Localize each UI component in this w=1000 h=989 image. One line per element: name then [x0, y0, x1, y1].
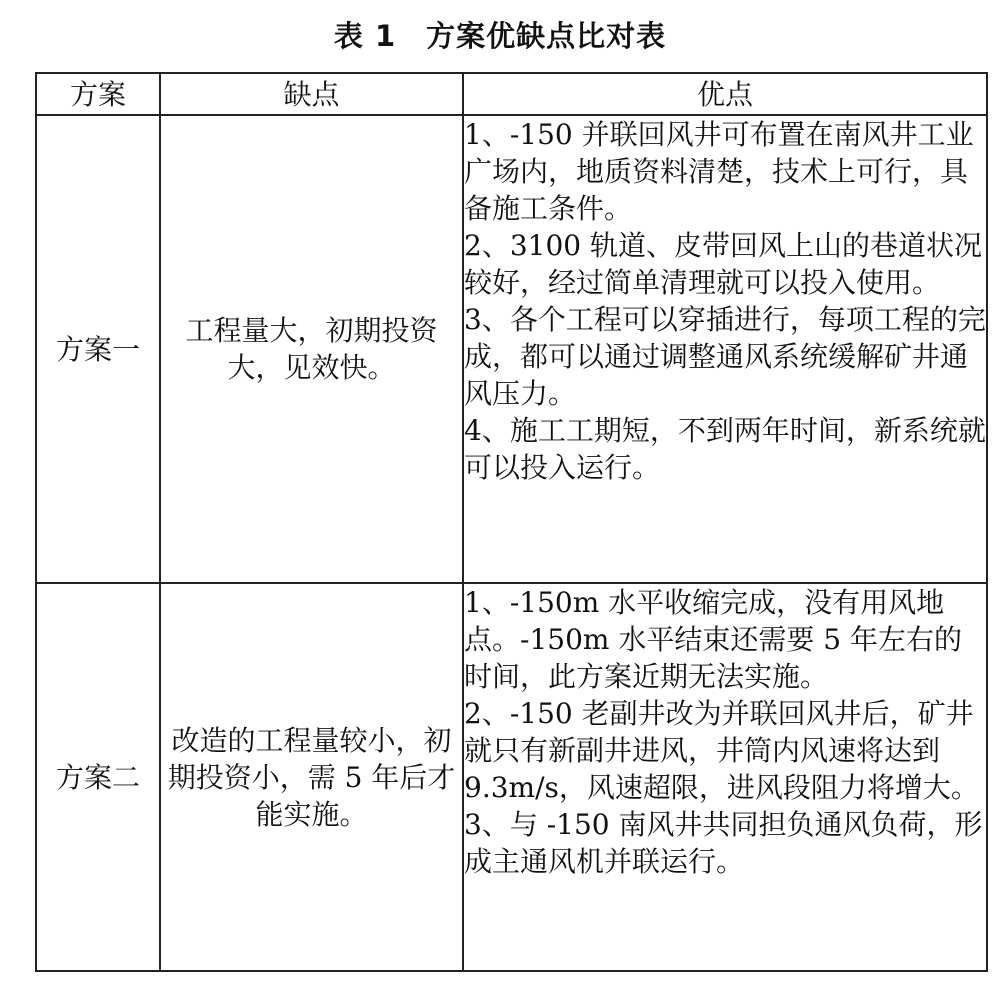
- cons-cell: 工程量大，初期投资大，见效快。: [160, 115, 463, 583]
- table-row: [36, 583, 987, 971]
- pro-item: 2、-150 老副井改为并联回风井后，矿井就只有新副井进风，井筒内风速将达到 9.3m/s，风速超限，进风段阻力将增大。: [464, 697, 979, 804]
- scheme-name: 方案一: [36, 115, 160, 583]
- pro-item: 2、3100 轨道、皮带回风上山的巷道状况较好，经过简单清理就可以投入使用。: [464, 229, 982, 299]
- pro-item: 1、-150m 水平收缩完成，没有用风地点。-150m 水平结束还需要 5 年左右的时间，此方案近期无法实施。: [464, 586, 962, 693]
- pro-item: 3、各个工程可以穿插进行，每项工程的完成，都可以通过调整通风系统缓解矿井通风压力。: [464, 303, 986, 410]
- pro-item: 1、-150 并联回风井可布置在南风井工业广场内，地质资料清楚，技术上可行，具备施工条件。: [464, 118, 974, 225]
- pro-item: 4、施工工期短，不到两年时间，新系统就可以投入运行。: [464, 414, 986, 484]
- scheme-name: 方案二: [36, 583, 160, 971]
- header-row: [36, 73, 987, 115]
- table-caption: 表 1 方案优缺点比对表: [333, 19, 667, 53]
- header-scheme: 方案: [36, 73, 160, 115]
- header-cons: 缺点: [160, 73, 463, 115]
- pros-cell: [463, 583, 987, 971]
- table-row: [36, 115, 987, 583]
- header-pros: 优点: [463, 73, 987, 115]
- pros-cell: [463, 115, 987, 583]
- comparison-table: [35, 72, 988, 972]
- pro-item: 3、与 -150 南风井共同担负通风负荷，形成主通风机并联运行。: [464, 808, 983, 878]
- cons-cell: 改造的工程量较小，初期投资小，需 5 年后才能实施。: [160, 583, 463, 971]
